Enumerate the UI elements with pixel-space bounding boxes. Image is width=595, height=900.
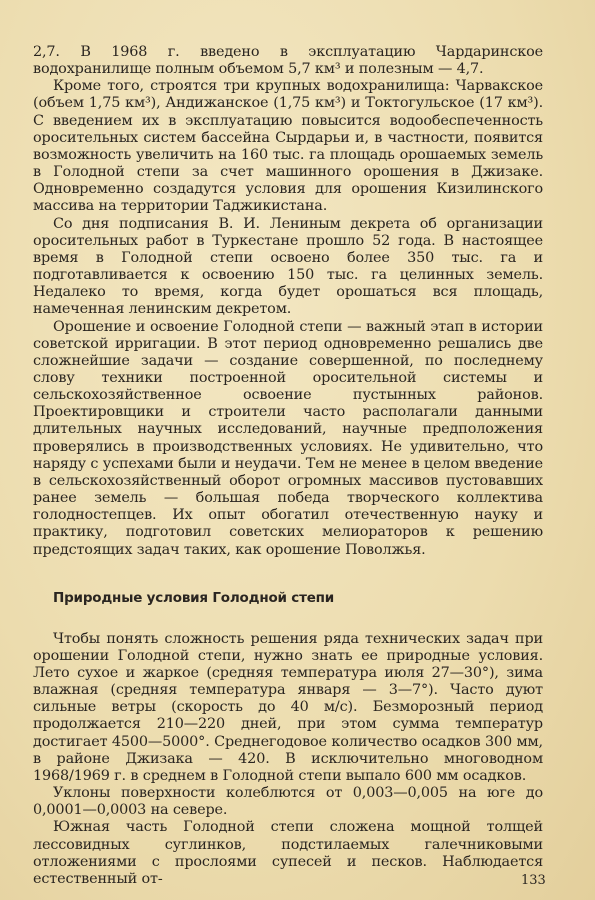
paragraph-7: Южная часть Голодной степи сложена мощной толщей лессовидных суглинков, подстилаемых галечниковыми отложениями с прослоями супесей и песков. Наблюдается естественный от- bbox=[33, 819, 543, 887]
paragraph-2: Кроме того, строятся три крупных водохранилища: Чарвакское (объем 1,75 км³), Андижанское (1,75 км³) и Токтогульское (17 км³). С введением их в эксплуатацию повысится водообеспеченность оросительных систем бассейна Сырдарьи и, в частности, появится возможность увеличить на 160 тыс. га площадь орошаемых земель в Голодной степи за счет машинного орошения в Джизаке. Одновременно создадутся условия для орошения Кизилинского массива на территории Таджикистана. bbox=[33, 78, 543, 215]
paragraph-1: 2,7. В 1968 г. введено в эксплуатацию Чардаринское водохранилище полным объемом 5,7 км³ и полезным — 4,7. bbox=[33, 44, 543, 78]
section-heading: Природные условия Голодной степи bbox=[53, 589, 335, 606]
paragraph-4: Орошение и освоение Голодной степи — важный этап в истории советской ирригации. В этот период одновременно решались две сложнейшие задачи — создание совершенной, по последнему слову техники построенной оросительной системы и сельскохозяйственное освоение пустынных районов. Проектировщики и строители часто располагали данными длительных научных исследований, научные предположения проверялись в производственных условиях. Не удивительно, что наряду с успехами были и неудачи. Тем не менее в целом введение в сельскохозяйственный оборот огромных массивов пустовавших ранее земель — большая победа творческого коллектива голодностепцев. Их опыт обогатил отечественную науку и практику, подготовил советских мелиораторов к решению предстоящих задач таких, как орошение Поволжья. bbox=[33, 318, 543, 558]
page-body bbox=[33, 44, 543, 887]
paragraph-3: Со дня подписания В. И. Лениным декрета об организации оросительных работ в Туркестане прошло 52 года. В настоящее время в Голодной степи освоено более 350 тыс. га и подготавливается к освоению 150 тыс. га целинных земель. Недалеко то время, когда будет орошаться вся площадь, намеченная ленинским декретом. bbox=[33, 215, 543, 318]
paragraph-5: Чтобы понять сложность решения ряда технических задач при орошении Голодной степи, нужно знать ее природные условия. Лето сухое и жаркое (средняя температура июля 27—30°), зима влажная (средняя температура января — 3—7°). Часто дуют сильные ветры (скорость до 40 м/с). Безморозный период продолжается 210—220 дней, при этом сумма температур достигает 4500—5000°. Среднегодовое количество осадков 300 мм, в районе Джизака — 420. В исключительно многоводном 1968/1969 г. в среднем в Голодной степи выпало 600 мм осадков. bbox=[33, 630, 543, 784]
paragraph-6: Уклоны поверхности колеблются от 0,003—0,005 на юге до 0,0001—0,0003 на севере. bbox=[33, 785, 543, 819]
page-number: 133 bbox=[521, 873, 546, 888]
